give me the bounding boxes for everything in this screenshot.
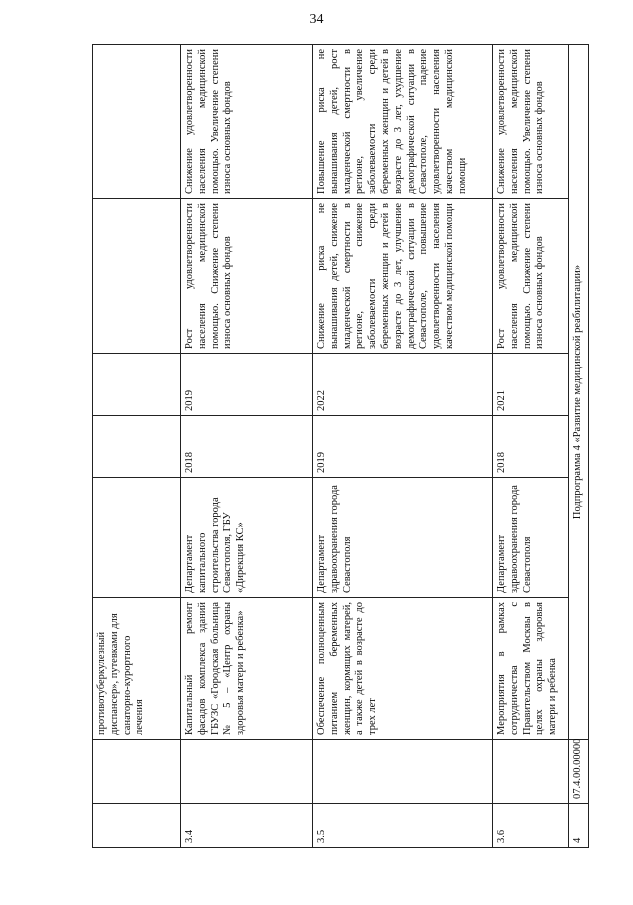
table-row <box>569 45 589 848</box>
cell-code <box>313 740 493 804</box>
cell-expected-result: Снижение риска не вынашивания детей, снижение младенческой смертности в регионе, снижение заболеваемости среди беременных женщин и детей в возрасте до 3 лет, улучшение демографической ситуации в Севастополе, повышение удовлетворенности населения качеством медицинской помощи <box>313 199 493 354</box>
cell-num: 3.6 <box>493 804 569 848</box>
cell-start-year: 2018 <box>181 416 313 478</box>
cell-end-year: 2021 <box>493 354 569 416</box>
cell-event: Обеспечение полноценным питанием беременных женщин, кормящих матерей, а также детей в возрасте до трех лет <box>313 598 493 740</box>
cell-consequence: Снижение удовлетворенности населения медицинской помощью. Увеличение степени износа основных фондов <box>493 45 569 199</box>
cell-num: 3.4 <box>181 804 313 848</box>
page-number: 34 <box>309 12 324 27</box>
cell-end-year <box>93 354 181 416</box>
cell-executor: Департамент здравоохранения города Севастополя <box>493 478 569 598</box>
cell-end-year: 2019 <box>181 354 313 416</box>
cell-start-year: 2019 <box>313 416 493 478</box>
cell-start-year: 2018 <box>493 416 569 478</box>
cell-start-year <box>93 416 181 478</box>
cell-consequence: Повышение риска не вынашивания детей, рост младенческой смертности в регионе, увеличение заболеваемости среди беременных женщин и детей в возрасте до 3 лет, ухудшение демографической ситуации в Севастополе, падение удовлетворенности населения качеством медицинской помощи <box>313 45 493 199</box>
cell-expected-result: Рост удовлетворенности населения медицинской помощью. Снижение степени износа основных фондов <box>493 199 569 354</box>
cell-end-year: 2022 <box>313 354 493 416</box>
cell-expected-result: Рост удовлетворенности населения медицинской помощью. Снижение степени износа основных фондов <box>181 199 313 354</box>
cell-num <box>93 804 181 848</box>
cell-code <box>93 740 181 804</box>
table-row <box>313 45 493 848</box>
cell-num: 4 <box>569 804 589 848</box>
cell-executor <box>93 478 181 598</box>
cell-event: Капитальный ремонт фасадов комплекса зданий ГБУЗС «Городская больница № 5 – «Центр охраны здоровья матери и ребенка» <box>181 598 313 740</box>
table-row <box>93 45 181 848</box>
cell-code: 07.4.00.00000 <box>569 740 589 804</box>
table-row <box>181 45 313 848</box>
cell-consequence <box>93 45 181 199</box>
cell-expected-result <box>93 199 181 354</box>
table-row <box>493 45 569 848</box>
measures-table <box>92 44 589 848</box>
cell-code <box>493 740 569 804</box>
cell-executor: Департамент капитального строительства города Севастополя, ГБУ «Дирекция КС» <box>181 478 313 598</box>
cell-subprogram-title: Подпрограмма 4 «Развитие медицинской реабилитации» <box>569 45 589 740</box>
cell-num: 3.5 <box>313 804 493 848</box>
cell-event: Мероприятия в рамках сотрудничества с Правительством Москвы в целях охраны здоровья матери и ребенка <box>493 598 569 740</box>
cell-event: противотуберкулезный диспансер», путевками для санаторно-курортного лечения <box>93 598 181 740</box>
cell-executor: Департамент здравоохранения города Севастополя <box>313 478 493 598</box>
cell-consequence: Снижение удовлетворенности населения медицинской помощью. Увеличение степени износа основных фондов <box>181 45 313 199</box>
rotated-table-region <box>92 45 586 848</box>
cell-code <box>181 740 313 804</box>
